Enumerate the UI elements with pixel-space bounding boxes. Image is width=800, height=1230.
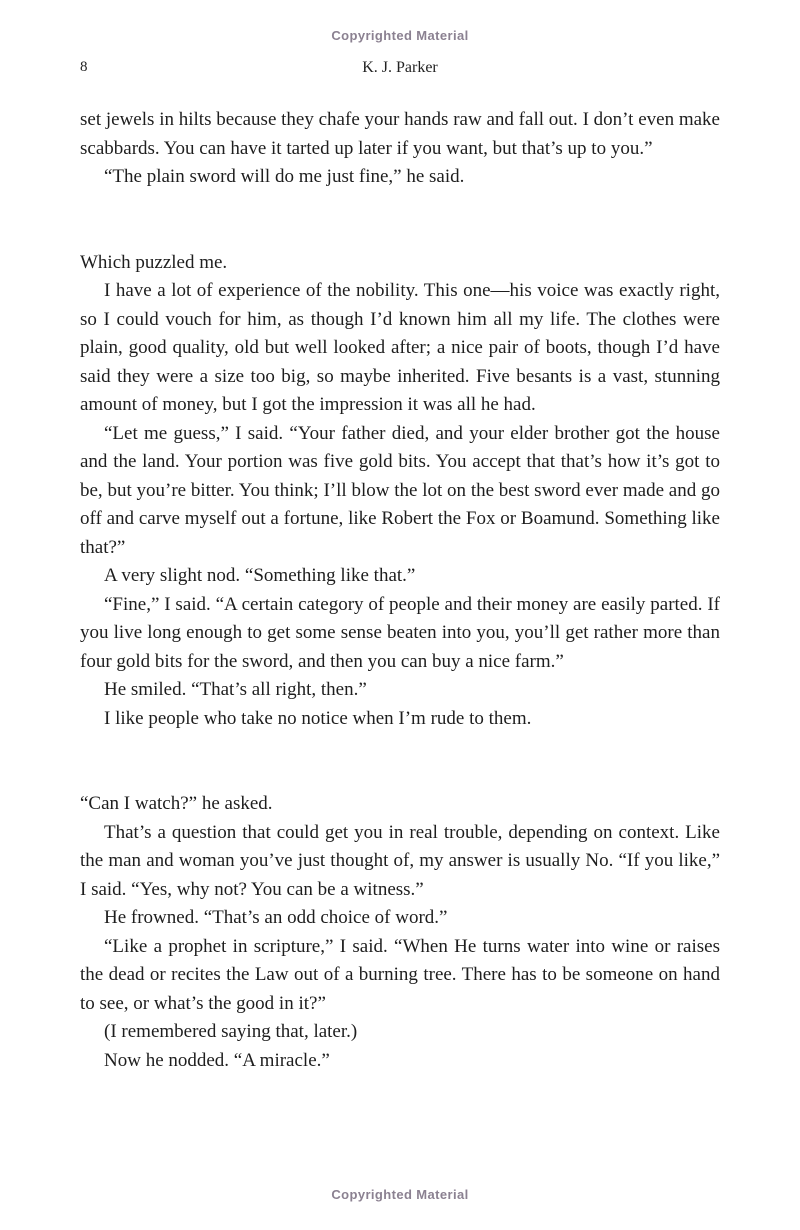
paragraph: (I remembered saying that, later.) xyxy=(104,1021,358,1042)
running-head-title: K. J. Parker xyxy=(362,59,438,76)
running-head xyxy=(80,59,720,77)
scene-break xyxy=(80,733,720,790)
paragraph: “The plain sword will do me just fine,” he said. xyxy=(104,166,465,187)
paragraph: set jewels in hilts because they chafe your hands raw and fall out. I don’t even make scabbards. You can have it tarted up later if you want, but that’s up to you.” xyxy=(80,109,720,159)
copyright-notice-bottom: Copyrighted Material xyxy=(331,1187,469,1202)
paragraph: I like people who take no notice when I’m rude to them. xyxy=(104,707,532,729)
page-body xyxy=(80,106,720,1075)
paragraph: He frowned. “That’s an odd choice of word.” xyxy=(104,907,448,928)
paragraph: I have a lot of experience of the nobility. This one—his voice was exactly right, so I could vouch for him, as though I’d known him all my life. The clothes were plain, good quality, old but well looked after; a nice pair of boots, though I’d have said they were a size too big, so maybe inherited. Five besants is a vast, stunning amount of money, but I got the impression it was all he had. xyxy=(80,280,720,415)
paragraph: Which puzzled me. xyxy=(80,251,228,273)
paragraph: He smiled. “That’s all right, then.” xyxy=(104,679,367,700)
paragraph: “Like a prophet in scripture,” I said. “When He turns water into wine or raises the dead or recites the Law out of a burning tree. There has to be someone on hand to see, or what’s the good in it?” xyxy=(80,935,720,1014)
paragraph: “Let me guess,” I said. “Your father died, and your elder brother got the house and the land. Your portion was five gold bits. You accept that that’s how it’s got to be, but you’re bitter. You think; I’ll blow the lot on the best sword ever made and go off and carve myself out a fortune, like Robert the Fox or Boamund. Something like that?” xyxy=(80,422,720,558)
paragraph: A very slight nod. “Something like that.” xyxy=(104,565,416,586)
paragraph: Now he nodded. “A miracle.” xyxy=(104,1049,330,1071)
paragraph: “Can I watch?” he asked. xyxy=(80,793,273,814)
scene-break xyxy=(80,192,720,249)
copyright-notice-top: Copyrighted Material xyxy=(331,28,469,43)
page-number: 8 xyxy=(80,59,88,75)
paragraph: “Fine,” I said. “A certain category of people and their money are easily parted. If you live long enough to get some sense beaten into you, you’ll get rather more than four gold bits for the sword, and then you can buy a nice farm.” xyxy=(80,593,720,672)
paragraph: That’s a question that could get you in real trouble, depending on context. Like the man and woman you’ve just thought of, my answer is usually No. “If you like,” I said. “Yes, why not? You can be a witness.” xyxy=(80,821,720,900)
